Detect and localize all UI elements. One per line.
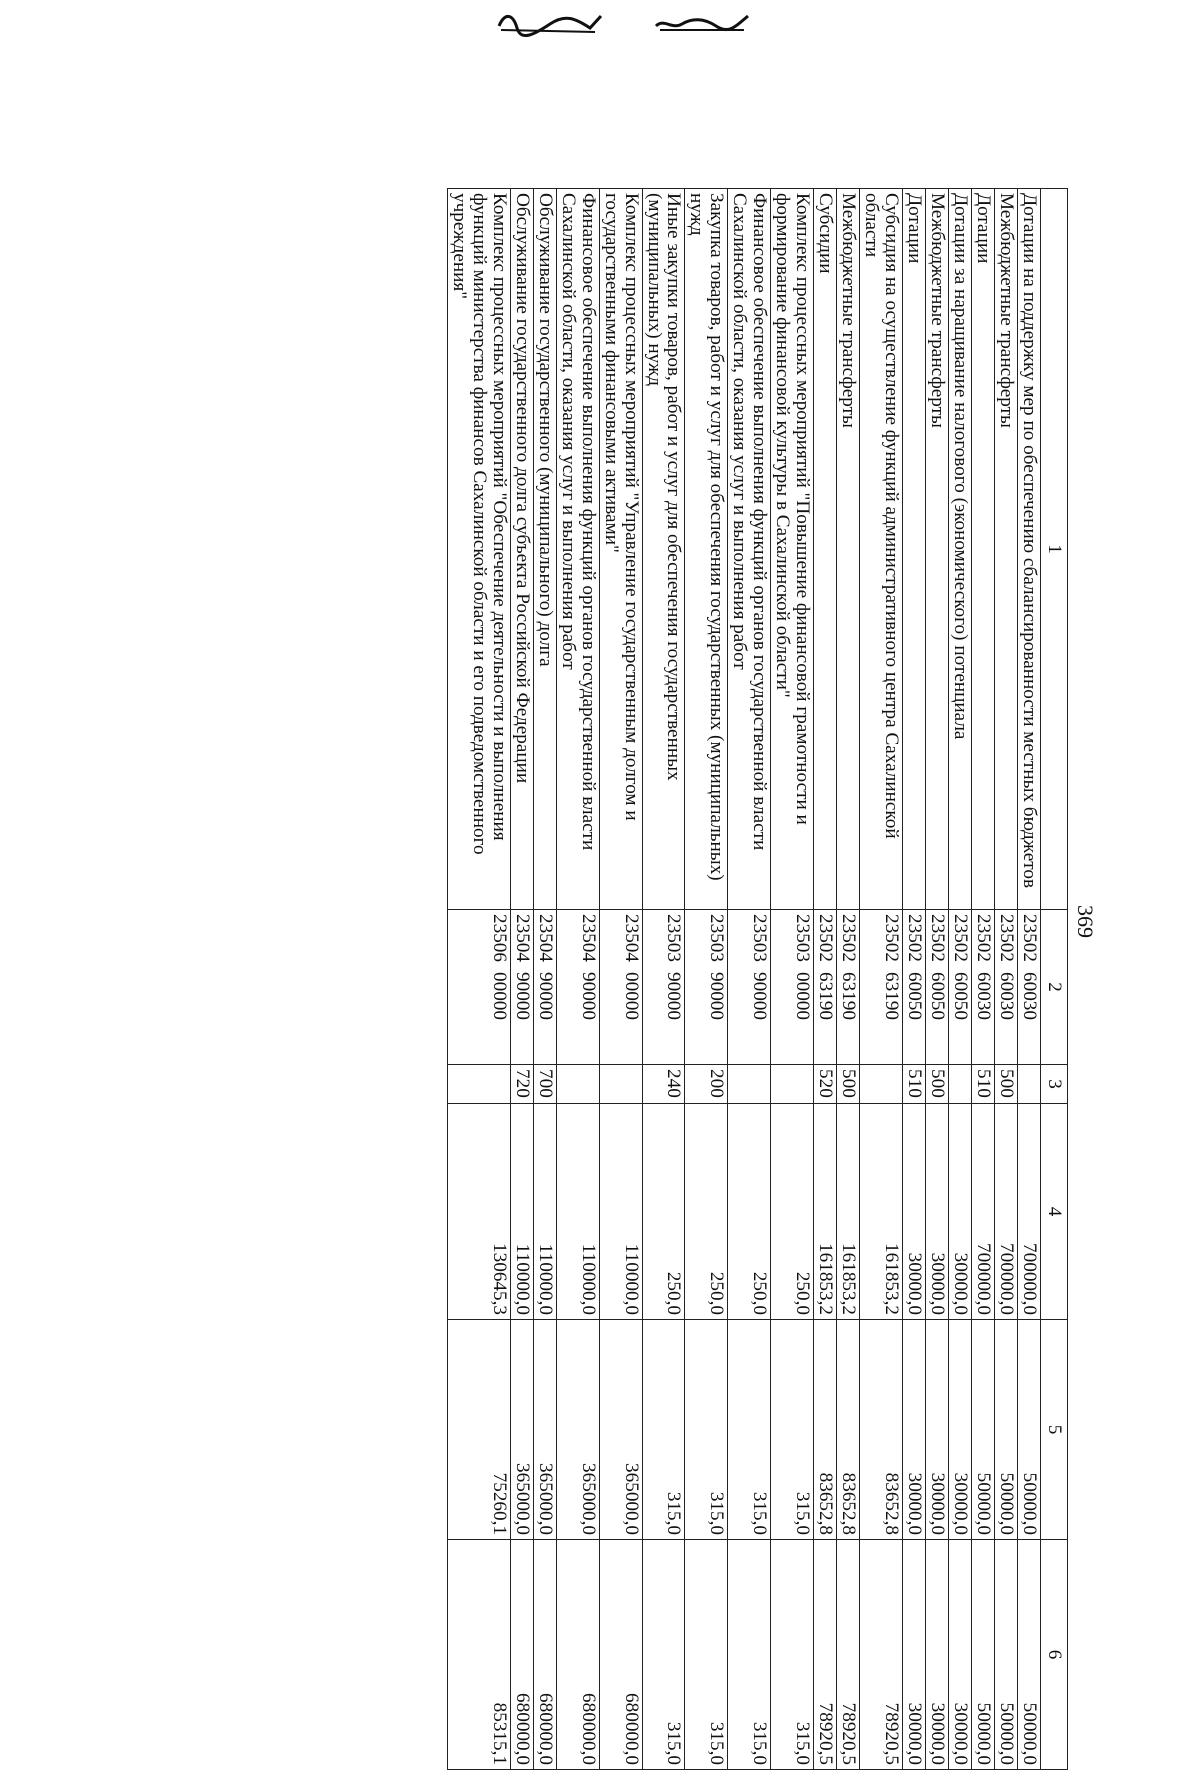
- row-amount-col-6: 78920,5: [814, 1540, 837, 1770]
- row-amount-col-6: 315,0: [771, 1540, 814, 1770]
- target-code-direction: 60030: [996, 972, 1018, 1020]
- row-expense-type: 510: [903, 1065, 926, 1104]
- table-row: [1018, 189, 1041, 1770]
- target-code-direction: 90000: [534, 972, 556, 1020]
- row-expense-type: 500: [926, 1065, 949, 1104]
- table-row: [510, 189, 533, 1770]
- row-amount-col-5: 30000,0: [903, 1320, 926, 1540]
- row-expense-type: 510: [972, 1065, 995, 1104]
- row-expense-type: 240: [642, 1065, 685, 1104]
- row-name: Обслуживание государственного долга субъекта Российской Федерации: [510, 189, 533, 910]
- target-code-direction: 90000: [511, 972, 533, 1020]
- row-amount-col-5: 30000,0: [949, 1320, 972, 1540]
- target-code-program: 23502: [973, 914, 995, 962]
- row-amount-col-5: 365000,0: [599, 1320, 642, 1540]
- handwritten-mark-left: [495, 8, 605, 38]
- row-expense-type: [599, 1065, 642, 1104]
- target-code-direction: 00000: [792, 972, 814, 1020]
- row-name: Закупка товаров, работ и услуг для обеспечения государственных (муниципальных) нужд: [685, 189, 728, 910]
- row-amount-col-4: 30000,0: [926, 1104, 949, 1320]
- row-expense-type: [556, 1065, 599, 1104]
- target-code-program: 23502: [838, 914, 860, 962]
- row-name: Межбюджетные трансферты: [837, 189, 860, 910]
- row-amount-col-4: 161853,2: [814, 1104, 837, 1320]
- row-amount-col-5: 83652,8: [837, 1320, 860, 1540]
- table-row: [995, 189, 1018, 1770]
- target-code-program: 23506: [488, 914, 510, 962]
- row-amount-col-4: 110000,0: [533, 1104, 556, 1320]
- row-amount-col-6: 680000,0: [533, 1540, 556, 1770]
- row-amount-col-5: 365000,0: [533, 1320, 556, 1540]
- target-code-direction: 60050: [950, 972, 972, 1020]
- row-amount-col-4: 161853,2: [837, 1104, 860, 1320]
- header-col-1: 1: [1041, 189, 1068, 910]
- row-expense-type: [771, 1065, 814, 1104]
- target-code-direction: 00000: [620, 972, 642, 1020]
- row-target-code: [972, 910, 995, 1065]
- row-target-code: [556, 910, 599, 1065]
- handwritten-mark-right: [652, 10, 752, 36]
- row-expense-type: 700: [533, 1065, 556, 1104]
- row-name: Межбюджетные трансферты: [995, 189, 1018, 910]
- row-expense-type: [1018, 1065, 1041, 1104]
- row-amount-col-6: 50000,0: [995, 1540, 1018, 1770]
- target-code-direction: 60050: [904, 972, 926, 1020]
- row-amount-col-5: 83652,8: [860, 1320, 903, 1540]
- row-target-code: [728, 910, 771, 1065]
- row-name: Дотации: [972, 189, 995, 910]
- page-number: 369: [1073, 905, 1098, 938]
- table-row: [533, 189, 556, 1770]
- row-amount-col-4: 130645,3: [447, 1104, 510, 1320]
- row-name: Финансовое обеспечение выполнения функций органов государственной власти Сахалинской области, оказания услуг и выполнения работ: [556, 189, 599, 910]
- row-expense-type: 200: [685, 1065, 728, 1104]
- table-row: [642, 189, 685, 1770]
- row-amount-col-4: 110000,0: [599, 1104, 642, 1320]
- row-amount-col-6: 680000,0: [599, 1540, 642, 1770]
- target-code-program: 23504: [620, 914, 642, 962]
- target-code-direction: 63190: [838, 972, 860, 1020]
- row-target-code: [903, 910, 926, 1065]
- row-amount-col-6: 30000,0: [903, 1540, 926, 1770]
- table-header-row: [1041, 189, 1068, 1770]
- row-expense-type: [447, 1065, 510, 1104]
- table-row: [556, 189, 599, 1770]
- row-name: Комплекс процессных мероприятий "Повышение финансовой грамотности и формирование финансовой культуры в Сахалинской области": [771, 189, 814, 910]
- row-name: Дотации: [903, 189, 926, 910]
- header-col-2: 2: [1041, 910, 1068, 1065]
- row-amount-col-4: 110000,0: [510, 1104, 533, 1320]
- target-code-program: 23502: [904, 914, 926, 962]
- target-code-direction: 90000: [749, 972, 771, 1020]
- row-target-code: [837, 910, 860, 1065]
- row-target-code: [926, 910, 949, 1065]
- row-amount-col-5: 50000,0: [972, 1320, 995, 1540]
- target-code-direction: 63190: [815, 972, 837, 1020]
- row-amount-col-4: 110000,0: [556, 1104, 599, 1320]
- row-amount-col-4: 700000,0: [1018, 1104, 1041, 1320]
- header-col-3: 3: [1041, 1065, 1068, 1104]
- target-code-program: 23502: [1019, 914, 1040, 962]
- row-target-code: [599, 910, 642, 1065]
- target-code-program: 23502: [815, 914, 837, 962]
- row-amount-col-5: 315,0: [642, 1320, 685, 1540]
- row-target-code: [510, 910, 533, 1065]
- row-amount-col-6: 50000,0: [972, 1540, 995, 1770]
- table-row: [926, 189, 949, 1770]
- row-amount-col-5: 315,0: [771, 1320, 814, 1540]
- table-row: [903, 189, 926, 1770]
- row-expense-type: 500: [837, 1065, 860, 1104]
- target-code-program: 23503: [663, 914, 685, 962]
- row-expense-type: [860, 1065, 903, 1104]
- row-amount-col-6: 315,0: [642, 1540, 685, 1770]
- target-code-direction: 00000: [488, 972, 510, 1020]
- target-code-direction: 90000: [577, 972, 599, 1020]
- table-row: [972, 189, 995, 1770]
- row-expense-type: [949, 1065, 972, 1104]
- row-amount-col-4: 250,0: [642, 1104, 685, 1320]
- table-row: [837, 189, 860, 1770]
- row-amount-col-6: 315,0: [685, 1540, 728, 1770]
- row-amount-col-4: 30000,0: [903, 1104, 926, 1320]
- row-name: Финансовое обеспечение выполнения функций органов государственной власти Сахалинской области, оказания услуг и выполнения работ: [728, 189, 771, 910]
- row-name: Субсидии: [814, 189, 837, 910]
- row-target-code: [1018, 910, 1041, 1065]
- target-code-program: 23502: [950, 914, 972, 962]
- row-target-code: [771, 910, 814, 1065]
- header-col-4: 4: [1041, 1104, 1068, 1320]
- row-target-code: [447, 910, 510, 1065]
- target-code-program: 23502: [881, 914, 903, 962]
- row-target-code: [860, 910, 903, 1065]
- target-code-direction: 60050: [927, 972, 949, 1020]
- row-amount-col-4: 161853,2: [860, 1104, 903, 1320]
- row-amount-col-5: 50000,0: [995, 1320, 1018, 1540]
- row-amount-col-5: 83652,8: [814, 1320, 837, 1540]
- header-col-6: 6: [1041, 1540, 1068, 1770]
- row-amount-col-5: 50000,0: [1018, 1320, 1041, 1540]
- target-code-program: 23503: [749, 914, 771, 962]
- table-row: [728, 189, 771, 1770]
- rotated-table-container: [68, 188, 1068, 1765]
- row-amount-col-4: 250,0: [685, 1104, 728, 1320]
- row-amount-col-6: 680000,0: [556, 1540, 599, 1770]
- table-row: [771, 189, 814, 1770]
- table-row: [599, 189, 642, 1770]
- row-name: Субсидия на осуществление функций административного центра Сахалинской области: [860, 189, 903, 910]
- table-row: [860, 189, 903, 1770]
- target-code-program: 23504: [577, 914, 599, 962]
- row-name: Комплекс процессных мероприятий "Управление государственным долгом и государственными финансовыми активами": [599, 189, 642, 910]
- row-expense-type: [728, 1065, 771, 1104]
- target-code-program: 23503: [706, 914, 728, 962]
- row-name: Обслуживание государственного (муниципального) долга: [533, 189, 556, 910]
- row-name: Дотации на поддержку мер по обеспечению сбалансированности местных бюджетов: [1018, 189, 1041, 910]
- row-amount-col-4: 700000,0: [972, 1104, 995, 1320]
- table-row: [447, 189, 510, 1770]
- target-code-direction: 60030: [1019, 972, 1040, 1020]
- row-amount-col-6: 50000,0: [1018, 1540, 1041, 1770]
- row-name: Межбюджетные трансферты: [926, 189, 949, 910]
- row-amount-col-6: 30000,0: [926, 1540, 949, 1770]
- target-code-program: 23502: [996, 914, 1018, 962]
- row-target-code: [814, 910, 837, 1065]
- table-row: [814, 189, 837, 1770]
- target-code-direction: 90000: [663, 972, 685, 1020]
- table-row: [685, 189, 728, 1770]
- target-code-program: 23502: [927, 914, 949, 962]
- row-expense-type: 520: [814, 1065, 837, 1104]
- table-row: [949, 189, 972, 1770]
- target-code-program: 23503: [792, 914, 814, 962]
- target-code-direction: 90000: [706, 972, 728, 1020]
- row-amount-col-6: 680000,0: [510, 1540, 533, 1770]
- row-amount-col-4: 250,0: [728, 1104, 771, 1320]
- row-name: Дотации за наращивание налогового (экономического) потенциала: [949, 189, 972, 910]
- row-expense-type: 500: [995, 1065, 1018, 1104]
- row-name: Иные закупки товаров, работ и услуг для обеспечения государственных (муниципальных) нужд: [642, 189, 685, 910]
- row-amount-col-6: 85315,1: [447, 1540, 510, 1770]
- target-code-direction: 63190: [881, 972, 903, 1020]
- row-amount-col-5: 75260,1: [447, 1320, 510, 1540]
- row-amount-col-5: 365000,0: [556, 1320, 599, 1540]
- row-target-code: [533, 910, 556, 1065]
- target-code-program: 23504: [534, 914, 556, 962]
- row-target-code: [949, 910, 972, 1065]
- row-target-code: [642, 910, 685, 1065]
- target-code-program: 23504: [511, 914, 533, 962]
- row-amount-col-6: 315,0: [728, 1540, 771, 1770]
- budget-table: [447, 188, 1068, 1770]
- row-amount-col-5: 315,0: [685, 1320, 728, 1540]
- target-code-direction: 60030: [973, 972, 995, 1020]
- row-amount-col-6: 78920,5: [860, 1540, 903, 1770]
- row-expense-type: 720: [510, 1065, 533, 1104]
- header-col-5: 5: [1041, 1320, 1068, 1540]
- row-amount-col-4: 30000,0: [949, 1104, 972, 1320]
- row-amount-col-4: 250,0: [771, 1104, 814, 1320]
- row-amount-col-5: 315,0: [728, 1320, 771, 1540]
- row-name: Комплекс процессных мероприятий "Обеспечение деятельности и выполнения функций министерства финансов Сахалинской области и его подведомственного учреждения": [447, 189, 510, 910]
- row-amount-col-6: 78920,5: [837, 1540, 860, 1770]
- row-amount-col-5: 365000,0: [510, 1320, 533, 1540]
- row-target-code: [995, 910, 1018, 1065]
- row-amount-col-5: 30000,0: [926, 1320, 949, 1540]
- row-amount-col-4: 700000,0: [995, 1104, 1018, 1320]
- row-amount-col-6: 30000,0: [949, 1540, 972, 1770]
- row-target-code: [685, 910, 728, 1065]
